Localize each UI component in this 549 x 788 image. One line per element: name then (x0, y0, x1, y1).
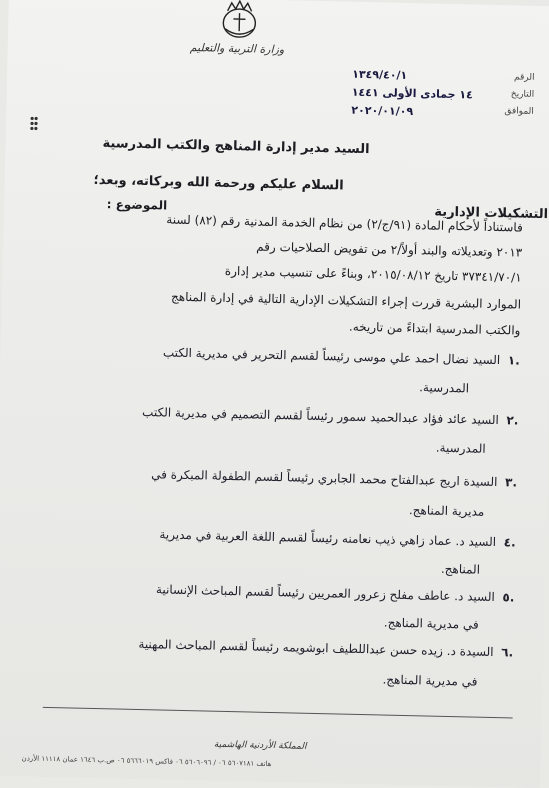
item-continuation: مديرية المناهج. (408, 503, 485, 519)
ref-date-label: التاريخ (510, 89, 535, 100)
ref-corresponding-label: الموافق (504, 106, 534, 117)
margin-mark-icon (10, 108, 41, 139)
recipient: السيد مدير إدارة المناهج والكتب المدرسية (102, 136, 370, 158)
item-number: .٢ (506, 413, 519, 428)
item-continuation: المدرسية. (419, 380, 470, 396)
ministry-name: وزارة التربية والتعليم (189, 40, 285, 57)
subject-label: الموضوع : (106, 197, 168, 213)
footer-divider (43, 707, 513, 719)
item-text: السيدة اريج عبدالفتاح محمد الجابري رئيساً لقسم الطفولة المبكرة في (151, 467, 498, 490)
list-item (156, 582, 515, 604)
body-line: الموارد البشرية قررت إجراء التشكيلات الإدارية التالية في إدارة المناهج (170, 289, 522, 312)
item-number: .٦ (501, 645, 514, 660)
footer-kingdom: المملكة الأردنية الهاشمية (213, 739, 307, 752)
ref-greg-date: ٢٠٢٠/٠١/٠٩ (351, 103, 414, 119)
body-line: ٣٧٣٤١/٧٠/١ تاريخ ٢٠١٥/٠٨/١٢، وبناءً على تنسيب مدير إدارة (224, 263, 522, 285)
footer-contact: هاتف ٥٦٠٧١٨١ ٠٦ / ٥٦٠٦٠٩٦ ٠٦ فاكس ٥٦٦٦٠١٩ ٠٦ ص.ب ١٦٤٦ عمان ١١١١٨ الأردن (21, 754, 272, 769)
item-text: السيد عائد فؤاد عبدالحميد سمور رئيساً لقسم التصميم في مديرية الكتب (141, 405, 500, 428)
ref-number-value: ١٣٤٩/٤٠/١ (352, 67, 408, 82)
item-number: .٣ (504, 475, 518, 490)
item-text: السيد نضال احمد علي موسى رئيساً لقسم التحرير في مديرية الكتب (162, 345, 501, 368)
ref-number-label: الرقم (513, 72, 535, 83)
list-item (163, 345, 520, 367)
body-line: ٢٠١٣ وتعديلاته والبند أولاً/٢ من تفويض الصلاحيات رقم (256, 239, 523, 260)
ref-hijri-date: ١٤ جمادى الأولى ١٤٤١ (351, 85, 473, 102)
item-number: .٤ (503, 535, 516, 550)
subject-value: التشكيلات الإدارية (434, 204, 549, 223)
reference-labels (504, 69, 535, 121)
item-continuation: في مديرية المناهج. (383, 615, 479, 632)
body-line: فاستناداً لأحكام المادة (٩١/ج/٢) من نظام الخدمة المدنية رقم (٨٢) لسنة (166, 212, 523, 235)
body-line: والكتب المدرسية ابتداءً من تاريخه. (348, 319, 521, 338)
item-text: السيدة د. زيده حسن عبداللطيف ابوشويمه رئيساً لقسم المباحث المهنية (138, 636, 494, 660)
greeting: السلام عليكم ورحمة الله وبركاته، وبعد؛ (93, 172, 344, 194)
crown-emblem-icon (213, 0, 266, 40)
list-item (142, 405, 519, 428)
list-item (138, 637, 513, 659)
list-item (151, 467, 517, 489)
item-number: .١ (507, 353, 520, 368)
item-text: السيد د. عاطف مفلح زعرور العمريين رئيساً لقسم المباحث الإنسانية (155, 582, 496, 605)
item-continuation: المدرسية. (435, 440, 486, 456)
item-continuation: في مديرية المناهج. (382, 672, 478, 689)
item-number: .٥ (502, 590, 515, 605)
item-text: السيد د. عماد زاهي ذيب نعامنه رئيساً لقسم اللغة العربية في مديرية (159, 527, 497, 550)
reference-values (351, 66, 473, 123)
item-continuation: المناهج. (440, 561, 481, 577)
list-item (159, 527, 516, 549)
